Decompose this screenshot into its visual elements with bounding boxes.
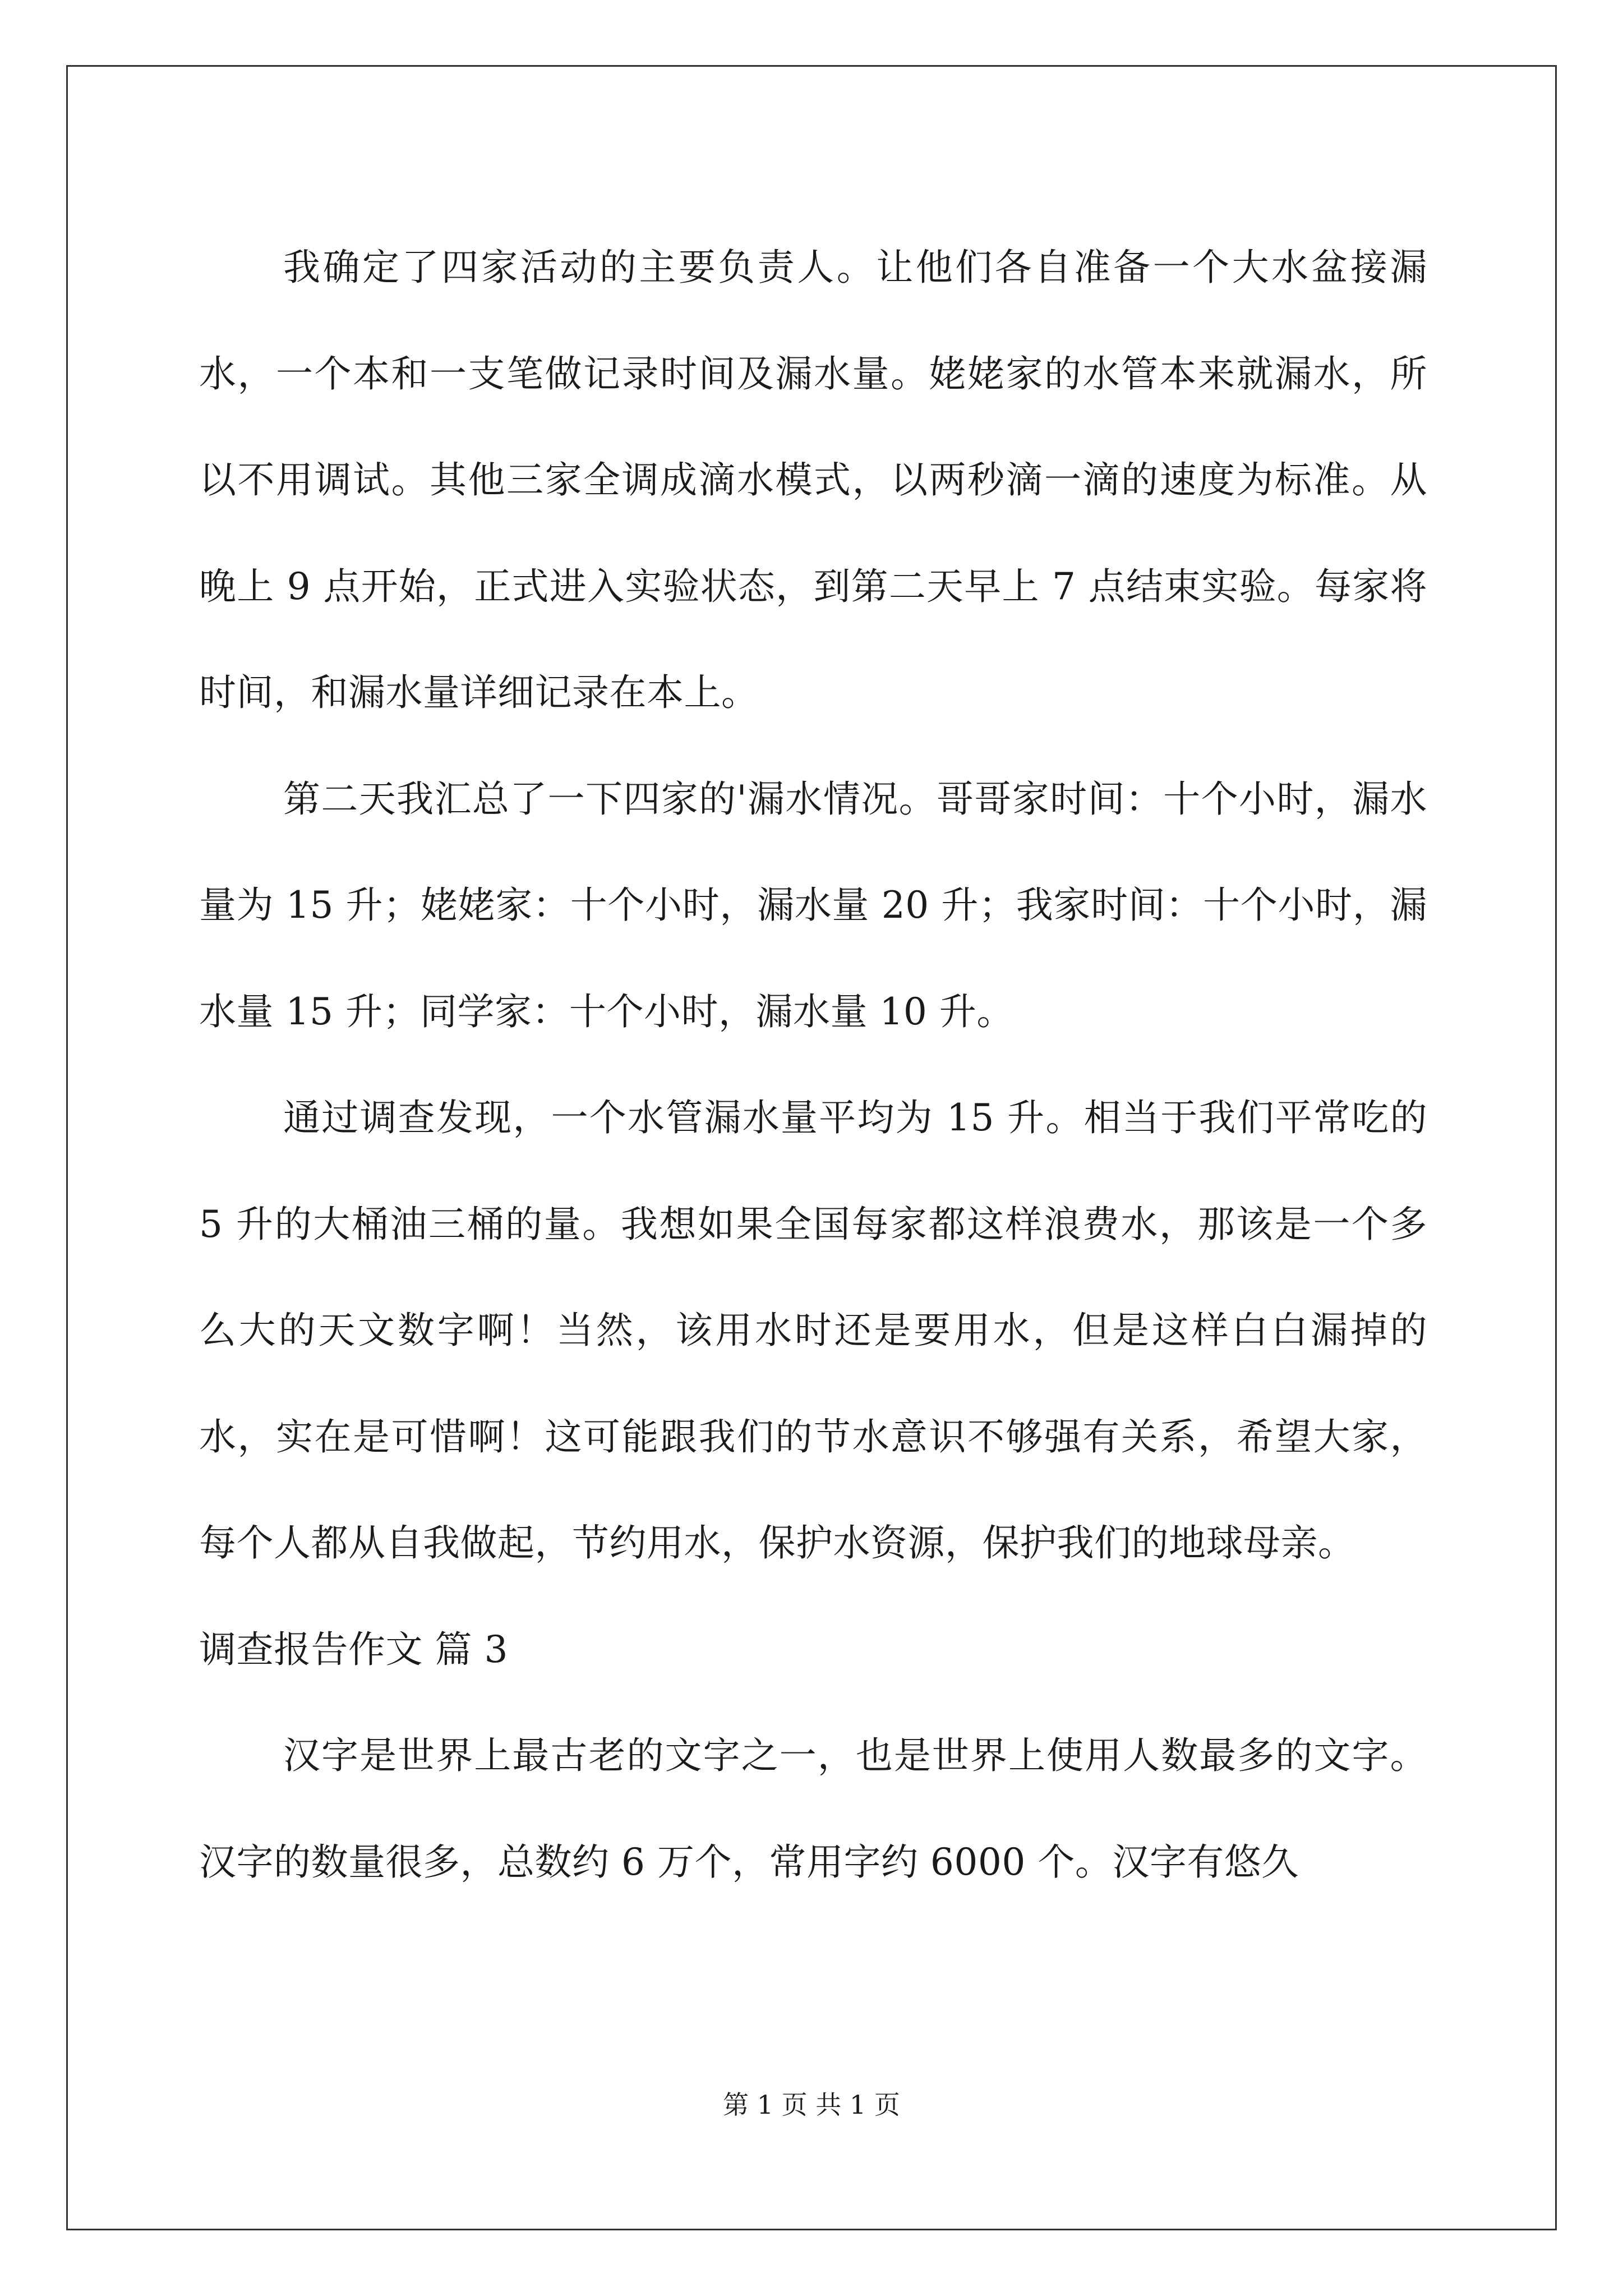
page-number-footer: 第 1 页 共 1 页: [723, 2090, 900, 2120]
paragraph-chinese-characters: 汉字是世界上最古老的文字之一，也是世界上使用人数最多的文字。汉字的数量很多，总数约 6 万个，常用字约 6000 个。汉字有悠久: [199, 1734, 1427, 1884]
section-heading: 调查报告作文 篇 3: [199, 1627, 508, 1671]
paragraph-conclusion: 通过调查发现，一个水管漏水量平均为 15 升。相当于我们平常吃的 5 升的大桶油三桶的量。我想如果全国每家都这样浪费水，那该是一个多么大的天文数字啊！当然，该用水时还是要用水，但是这样白白漏掉的水，实在是可惜啊！这可能跟我们的节水意识不够强有关系，希望大家，每个人都从自我做起，节约用水，保护水资源，保护我们的地球母亲。: [199, 1096, 1427, 1565]
paragraph-experiment-setup: 我确定了四家活动的主要负责人。让他们各自准备一个大水盆接漏水，一个本和一支笔做记录时间及漏水量。姥姥家的水管本来就漏水，所以不用调试。其他三家全调成滴水模式，以两秒滴一滴的速度为标准。从晚上 9 点开始，正式进入实验状态，到第二天早上 7 点结束实验。每家将时间，和漏水量详细记录在本上。: [199, 246, 1427, 714]
paragraph-results-summary: 第二天我汇总了一下四家的'漏水情况。哥哥家时间：十个小时，漏水量为 15 升；姥姥家：十个小时，漏水量 20 升；我家时间：十个小时，漏水量 15 升；同学家：十个小时，漏水量 10 升。: [199, 777, 1427, 1033]
document-body: [199, 214, 1427, 1915]
